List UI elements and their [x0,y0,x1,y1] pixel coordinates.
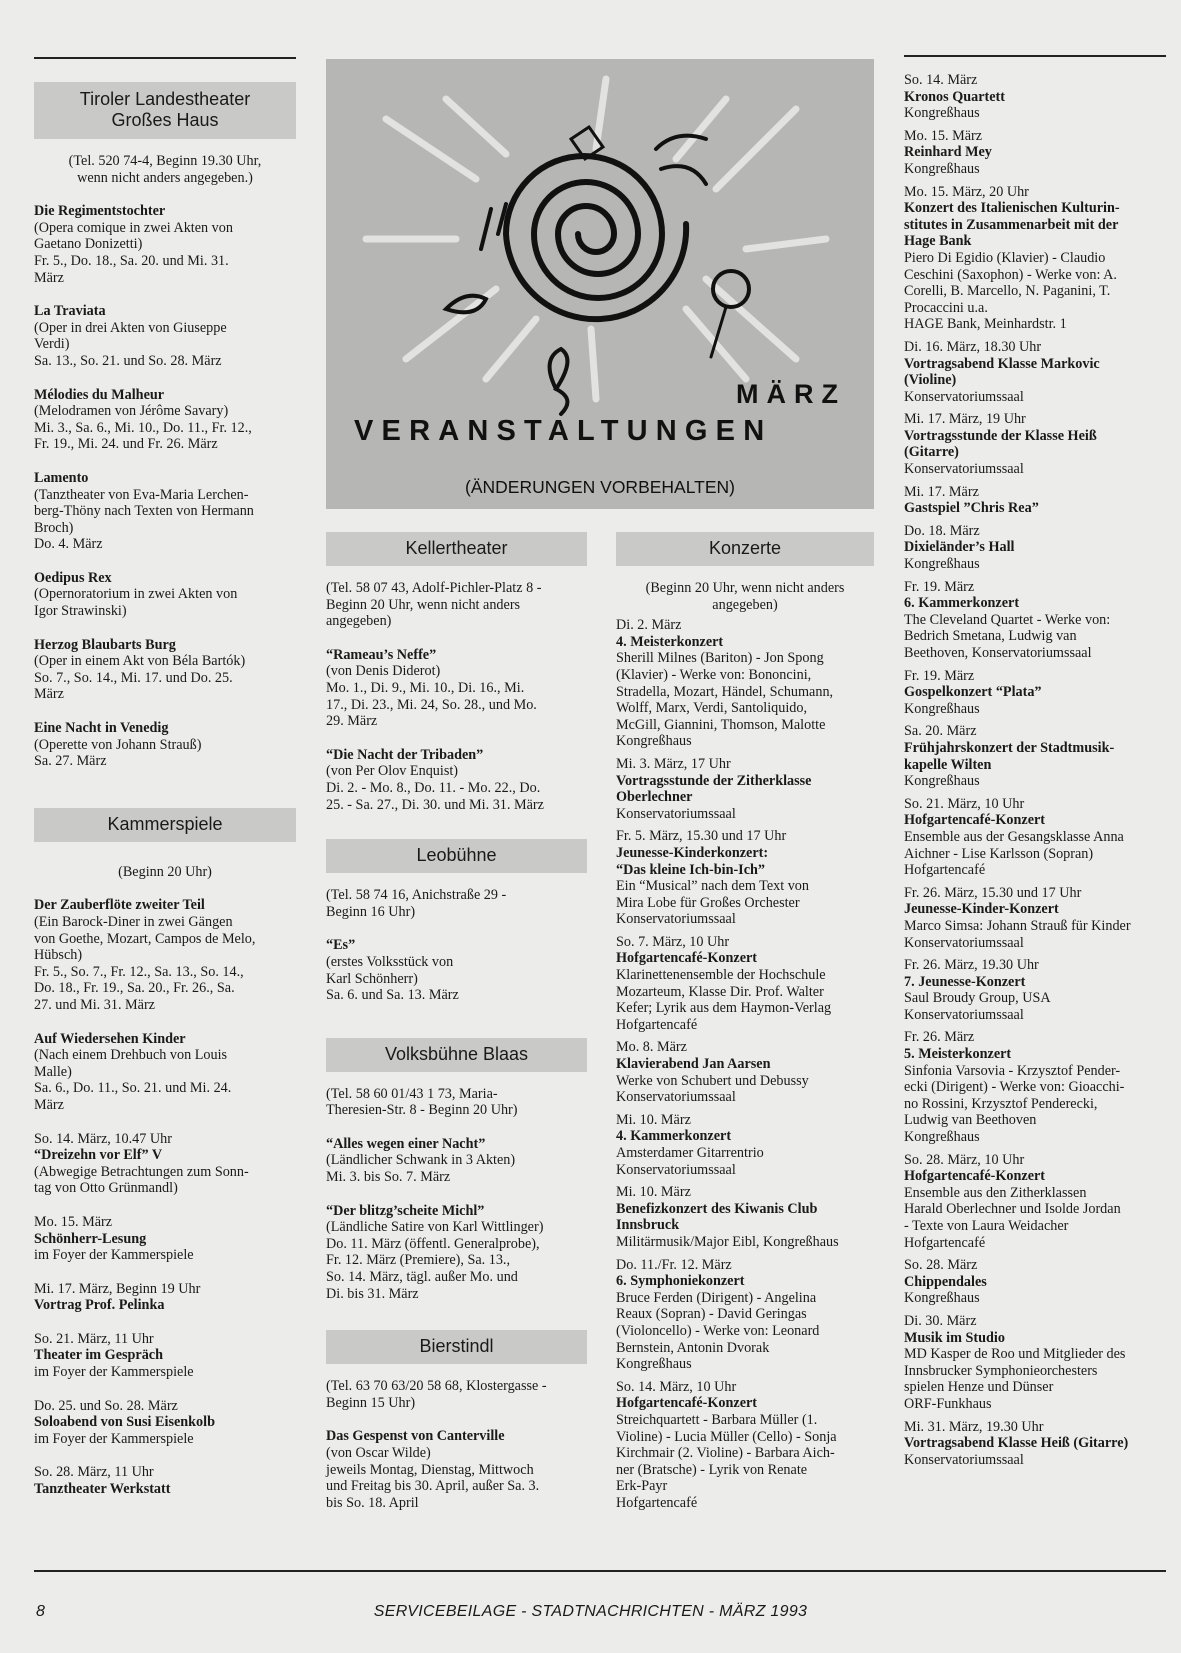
event-date: Mo. 15. März [34,1213,113,1230]
event-date: Mo. 15. März, 20 Uhr [904,183,1029,200]
event-entry [34,203,296,286]
event-details: (Opera comique in zwei Akten von Gaetano Donizetti) Fr. 5., Do. 18., Sa. 20. und Mi. 31. März [34,219,233,286]
event-date: Mi. 3. März, 17 Uhr [616,755,731,772]
event-title: “Alles wegen einer Nacht” [326,1135,486,1152]
event-details: im Foyer der Kammerspiele [34,1430,194,1447]
column-landestheater [34,82,296,1498]
event-title: Tanztheater Werkstatt [34,1481,171,1498]
event-entry [34,1331,296,1381]
event-details: Streichquartett - Barbara Müller (1. Violine) - Lucia Müller (Cello) - Sonja Kirchmair (2. Violine) - Barbara Aich- ner (Bratsche) - Lyrik von Renate Erk-Payr Hofgartencafé [616,1411,837,1511]
event-details: (Ländliche Satire von Karl Wittlinger) Do. 11. März (öffentl. Generalprobe), Fr. 12. März (Premiere), Sa. 13., So. 14. März, tägl. außer Mo. und Di. bis 31. März [326,1219,544,1302]
event-details: Sherill Milnes (Bariton) - Jon Spong (Klavier) - Werke von: Bononcini, Stradella, Mozart, Händel, Schumann, Wolff, Marx, Verdi, Santoliquido, McGill, Giannini, Thomson, Malotte Kongreßhaus [616,650,834,750]
event-date: So. 7. März, 10 Uhr [616,933,730,950]
event-details: (Ländlicher Schwank in 3 Akten) Mi. 3. bis So. 7. März [326,1152,516,1186]
event-entry [616,828,874,928]
section-header-landestheater: Tiroler Landestheater Großes Haus [34,82,296,139]
event-title: Das Gespenst von Canterville [326,1428,505,1445]
section-header-bierstindl: Bierstindl [326,1330,587,1364]
event-title: La Traviata [34,303,106,320]
event-title: Musik im Studio [904,1329,1005,1346]
event-details: Bruce Ferden (Dirigent) - Angelina Reaux (Sopran) - David Geringas (Violoncello) - Werke von: Leonard Bernstein, Antonin Dvorak Kongreßhaus [616,1289,820,1373]
event-details: Kongreßhaus [904,556,980,573]
event-entry [904,1257,1170,1307]
event-details: Werke von Schubert und Debussy Konservatoriumssaal [616,1072,809,1106]
event-entry [904,523,1170,573]
event-entry [904,957,1170,1023]
event-details: (Operette von Johann Strauß) Sa. 27. März [34,736,202,770]
event-entry [34,387,296,453]
event-title: 6. Kammerkonzert [904,595,1020,612]
event-details: The Cleveland Quartet - Werke von: Bedrich Smetana, Ludwig van Beethoven, Konservatoriumssaal [904,611,1111,661]
event-entry [34,637,296,703]
event-details: Ensemble aus den Zitherklassen Harald Oberlechner und Isolde Jordan - Texte von Laura Weidacher Hofgartencafé [904,1184,1121,1251]
event-details: Konservatoriumssaal [904,388,1024,405]
event-entry [34,1464,296,1497]
event-details: Amsterdamer Gitarrentrio Konservatoriumssaal [616,1145,764,1178]
event-details: MD Kasper de Roo und Mitglieder des Innsbrucker Symphonieorchesters spielen Henze und Dünser ORF-Funkhaus [904,1346,1126,1412]
event-title: Klavierabend Jan Aarsen [616,1056,771,1073]
event-entry [326,1428,587,1511]
poster-month: MÄRZ [736,379,846,409]
event-entry [904,339,1170,405]
event-title: Der Zauberflöte zweiter Teil [34,897,205,914]
section-header-konzerte: Konzerte [616,532,874,566]
event-title: Kronos Quartett [904,88,1006,105]
event-entry [326,1203,587,1303]
top-rule-left [34,57,296,59]
event-date: So. 14. März, 10.47 Uhr [34,1130,172,1147]
event-entry [326,647,587,730]
event-details: Piero Di Egidio (Klavier) - Claudio Ceschini (Saxophon) - Werke von: A. Corelli, B. Marcello, N. Paganini, T. Procaccini u.a. HAGE Bank, Meinhardstr. 1 [904,249,1117,333]
event-date: So. 28. März, 11 Uhr [34,1464,154,1481]
event-title: Eine Nacht in Venedig [34,720,169,737]
event-title: Hofgartencafé-Konzert [904,812,1046,829]
event-entry [904,796,1170,879]
entries-right [904,72,1170,1468]
event-title: Lamento [34,469,89,486]
event-title: Vortragsstunde der Klasse Heiß (Gitarre) [904,427,1097,461]
event-entry [326,1136,587,1186]
event-details: Kongreßhaus [904,105,980,122]
event-title: Vortragsabend Klasse Markovic (Violine) [904,355,1100,389]
event-title: Jeunesse-Kinder-Konzert [904,901,1059,918]
event-date: Mi. 10. März [616,1184,691,1201]
section-note: (Tel. 58 60 01/43 1 73, Maria- Theresien-Str. 8 - Beginn 20 Uhr) [326,1085,518,1119]
event-date: Mi. 17. März [904,483,979,500]
event-entry [616,1184,874,1250]
event-details: (Abwegige Betrachtungen zum Sonn- tag von Otto Grünmandl) [34,1163,249,1197]
event-title: “Dreizehn vor Elf” V [34,1147,163,1164]
event-entry [904,1152,1170,1252]
event-entry [904,1313,1170,1413]
event-entry [904,72,1170,122]
footer-title: SERVICEBEILAGE - STADTNACHRICHTEN - MÄRZ 1993 [373,1603,808,1620]
event-title: 4. Kammerkonzert [616,1128,732,1145]
event-date: Di. 2. März [616,617,682,634]
event-details: Militärmusik/Major Eibl, Kongreßhaus [616,1233,839,1250]
event-title: Reinhard Mey [904,144,992,161]
event-entry [34,720,296,770]
event-details: (Oper in einem Akt von Béla Bartók) So. 7., So. 14., Mi. 17. und Do. 25. März [34,653,246,703]
event-date: Mo. 8. März [616,1039,687,1056]
event-date: So. 28. März, 10 Uhr [904,1151,1025,1168]
event-entry [616,1379,874,1512]
event-details: (von Oscar Wilde) jeweils Montag, Dienstag, Mittwoch und Freitag bis 30. April, außer Sa. 3. bis So. 18. April [326,1445,540,1511]
page-number: 8 [36,1603,45,1620]
event-entry [616,617,874,750]
event-title: Schönherr-Lesung [34,1230,147,1247]
event-title: Hofgartencafé-Konzert [904,1168,1046,1185]
event-entry [904,885,1170,951]
event-entry [904,579,1170,662]
event-details: Konservatoriumssaal [616,805,736,822]
column-konzerte-continued [904,64,1170,1468]
entries-konzerte [616,617,874,1511]
event-date: So. 21. März, 11 Uhr [34,1330,154,1347]
event-date: Fr. 26. März, 19.30 Uhr [904,957,1039,974]
event-entry [34,1131,296,1197]
event-title: Auf Wiedersehen Kinder [34,1030,186,1047]
entries-bierstindl [326,1428,587,1511]
event-details: Kongreßhaus [904,773,980,790]
section-header-leobuehne: Leobühne [326,839,587,873]
event-details: (Nach einem Drehbuch von Louis Malle) Sa. 6., Do. 11., So. 21. und Mi. 24. März [34,1047,232,1113]
event-entry [616,1257,874,1373]
event-date: Mi. 10. März [616,1111,691,1128]
event-entry [326,747,587,813]
event-title: Herzog Blaubarts Burg [34,636,176,653]
section-header-kammerspiele: Kammerspiele [34,808,296,842]
event-date: Mi. 17. März, Beginn 19 Uhr [34,1280,201,1297]
event-title: Oedipus Rex [34,569,112,586]
event-details: Konservatoriumssaal [904,461,1024,478]
section-note: (Tel. 58 74 16, Anichstraße 29 - Beginn 16 Uhr) [326,887,507,920]
event-title: “Rameau’s Neffe” [326,646,437,663]
event-entry [616,1112,874,1178]
event-entry [34,1214,296,1264]
event-details: (Ein Barock-Diner in zwei Gängen von Goethe, Mozart, Campos de Melo, Hübsch) Fr. 5., So. 7., Fr. 12., Sa. 13., So. 14., Do. 18., Fr. 19., Sa. 20., Fr. 26., Sa. 27. und Mi. 31. März [34,914,256,1013]
event-entry [616,934,874,1034]
poster-subheading: (ÄNDERUNGEN VORBEHALTEN) [465,477,735,497]
event-entry [34,303,296,369]
event-title: 7. Jeunesse-Konzert [904,973,1026,990]
event-date: So. 28. März [904,1257,978,1274]
column-small-stages [326,532,587,1511]
event-date: So. 14. März, 10 Uhr [616,1378,737,1395]
column-konzerte [616,532,874,1511]
event-details: (Oper in drei Akten von Giuseppe Verdi) Sa. 13., So. 21. und So. 28. März [34,319,227,369]
event-details: Sinfonia Varsovia - Krzysztof Pender- ecki (Dirigent) - Werke von: Gioacchi- no Rossini, Krzysztof Penderecki, Ludwig van Beethoven Kongreßhaus [904,1062,1125,1146]
event-date: Sa. 20. März [904,723,977,740]
event-entry [904,723,1170,789]
event-title: Frühjahrskonzert der Stadtmusik- kapelle Wilten [904,739,1115,773]
event-date: Mi. 17. März, 19 Uhr [904,411,1026,428]
entries-kellertheater [326,647,587,813]
event-entry [904,484,1170,517]
event-title: Konzert des Italienischen Kulturin- stitutes in Zusammenarbeit mit der Hage Bank [904,200,1120,250]
event-details: (Melodramen von Jérôme Savary) Mi. 3., Sa. 6., Mi. 10., Do. 11., Fr. 12., Fr. 19., Mi. 24. und Fr. 26. März [34,403,252,453]
event-title: “Die Nacht der Tribaden” [326,746,484,763]
event-details: Klarinettenensemble der Hochschule Mozarteum, Klasse Dir. Prof. Walter Kefer; Lyrik aus dem Haymon-Verlag Hofgartencafé [616,967,832,1033]
event-date: Do. 11./Fr. 12. März [616,1256,732,1273]
event-title: “Es” [326,937,356,954]
event-entry [34,1281,296,1314]
spiral-illustration-icon [326,59,874,419]
event-details: Kongreßhaus [904,160,980,177]
event-date: Mi. 31. März, 19.30 Uhr [904,1418,1044,1435]
event-date: Fr. 19. März [904,578,975,595]
event-date: Fr. 19. März [904,667,975,684]
top-rule-right [904,55,1166,57]
section-note: (Beginn 20 Uhr) [118,863,212,880]
event-date: Do. 25. und So. 28. März [34,1397,178,1414]
event-entry [326,937,587,1003]
section-note: (Tel. 520 74-4, Beginn 19.30 Uhr, wenn nicht anders angegeben.) [68,153,262,186]
event-entry [34,1031,296,1114]
event-title: Theater im Gespräch [34,1347,163,1364]
event-date: Do. 18. März [904,522,980,539]
event-title: Benefizkonzert des Kiwanis Club Innsbruck [616,1200,818,1234]
event-title: Hofgartencafé-Konzert [616,1395,758,1412]
event-title: 5. Meisterkonzert [904,1046,1012,1063]
event-date: Fr. 26. März [904,1029,975,1046]
event-date: Di. 16. März, 18.30 Uhr [904,338,1042,355]
event-title: 4. Meisterkonzert [616,633,724,650]
event-title: 6. Symphoniekonzert [616,1273,745,1290]
event-title: Mélodies du Malheur [34,386,165,403]
entries-kammerspiele [34,897,296,1497]
event-title: Vortragsstunde der Zitherklasse Oberlechner [616,772,812,806]
event-details: Ein “Musical” nach dem Text von Mira Lobe für Großes Orchester Konservatoriumssaal [616,878,809,928]
event-entry [904,1029,1170,1145]
event-title: Dixieländer’s Hall [904,539,1015,556]
event-details: im Foyer der Kammerspiele [34,1364,194,1381]
event-title: Die Regimentstochter [34,203,166,220]
event-title: Chippendales [904,1273,987,1290]
event-details: Kongreßhaus [904,1290,980,1307]
event-entry [904,668,1170,718]
event-date: Fr. 5. März, 15.30 und 17 Uhr [616,828,787,845]
event-entry [616,1039,874,1105]
event-entry [904,1419,1170,1469]
event-details: (Tanztheater von Eva-Maria Lerchen- berg-Thöny nach Texten von Hermann Broch) Do. 4. März [34,486,254,553]
event-entry [904,184,1170,333]
event-title: Vortrag Prof. Pelinka [34,1297,165,1314]
event-details: Marco Simsa: Johann Strauß für Kinder Konservatoriumssaal [904,917,1131,951]
event-details: Kongreßhaus [904,700,980,717]
event-entry [904,128,1170,178]
event-details: (von Denis Diderot) Mo. 1., Di. 9., Mi. 10., Di. 16., Mi. 17., Di. 23., Mi. 24, So. 28., und Mo. 29. März [326,663,537,730]
event-title: Gospelkonzert “Plata” [904,684,1042,701]
event-entry [34,570,296,620]
event-details: im Foyer der Kammerspiele [34,1247,194,1264]
event-title: “Der blitzg’scheite Michl” [326,1202,485,1219]
event-details: (Opernoratorium in zwei Akten von Igor Strawinski) [34,586,238,620]
event-title: Vortragsabend Klasse Heiß (Gitarre) [904,1435,1129,1452]
event-date: So. 14. März [904,72,978,88]
event-details: Ensemble aus der Gesangsklasse Anna Aichner - Lise Karlsson (Sopran) Hofgartencafé [904,828,1124,879]
entries-volksbuehne [326,1136,587,1302]
section-header-kellertheater: Kellertheater [326,532,587,566]
section-note: (Tel. 58 07 43, Adolf-Pichler-Platz 8 - Beginn 20 Uhr, wenn nicht anders angegeben) [326,580,542,630]
poster-image [326,59,874,509]
section-note: (Tel. 63 70 63/20 58 68, Klostergasse - Beginn 15 Uhr) [326,1378,547,1411]
event-entry [616,756,874,822]
event-date: So. 21. März, 10 Uhr [904,795,1025,812]
section-header-volksbuehne: Volksbühne Blaas [326,1038,587,1072]
entries-landestheater [34,203,296,770]
entries-leobuehne [326,937,587,1003]
event-entry [34,897,296,1013]
event-details: Konservatoriumssaal [904,1451,1024,1468]
event-title: Hofgartencafé-Konzert [616,950,758,967]
event-details: (erstes Volksstück von Karl Schönherr) Sa. 6. und Sa. 13. März [326,953,459,1004]
poster-heading: VERANSTALTUNGEN [354,415,773,447]
bottom-rule [34,1570,1166,1572]
event-details: Saul Broudy Group, USA Konservatoriumssaal [904,990,1051,1023]
section-note: (Beginn 20 Uhr, wenn nicht anders angegeben) [645,580,845,613]
event-entry [904,411,1170,477]
event-title: Jeunesse-Kinderkonzert: “Das kleine Ich-bin-Ich” [616,844,769,878]
event-date: Mo. 15. März [904,127,983,144]
event-details: (von Per Olov Enquist) Di. 2. - Mo. 8., Do. 11. - Mo. 22., Do. 25. - Sa. 27., Di. 30. und Mi. 31. März [326,763,544,813]
event-date: Fr. 26. März, 15.30 und 17 Uhr [904,884,1082,901]
event-entry [34,1398,296,1448]
event-date: Di. 30. März [904,1312,977,1329]
event-title: Soloabend von Susi Eisenkolb [34,1414,215,1431]
event-title: Gastspiel ”Chris Rea” [904,500,1039,517]
event-entry [34,470,296,553]
